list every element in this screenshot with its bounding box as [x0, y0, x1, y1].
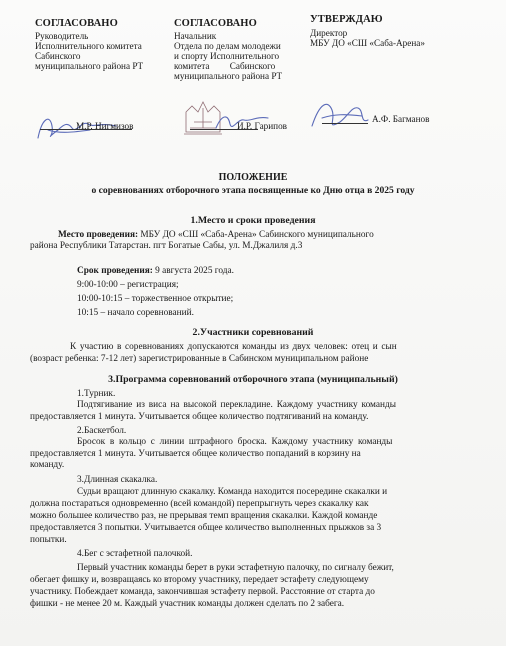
schedule-item: 10:15 – начало соревнований. [77, 308, 194, 318]
section-3-line: Первый участник команды берет в руки эстафетную палочку, по сигналу бежит, [77, 563, 394, 573]
approval-3-line: Директор [310, 28, 348, 38]
approval-3-line: МБУ ДО «СШ «Саба-Арена» [310, 38, 425, 48]
signature-2-name: И.Р. Гарипов [237, 121, 288, 131]
section-3-line: участнику. Побеждает команда, закончившая эстафету первой. Расстояние от старта до [30, 587, 375, 597]
place-text: МБУ ДО «СШ «Саба-Арена» Сабинского муниципального [138, 230, 374, 240]
section-3-line: Судьи вращают длинную скакалку. Команда находится посередине скакалки и [77, 487, 388, 497]
section-3-line: предоставляется 1 минута. Учитывается общее количество подтягиваний на команду. [30, 412, 369, 422]
section-3-line: 1.Турник. [77, 389, 116, 399]
section-3-line: 2.Баскетбол. [77, 426, 127, 436]
section-3-line: предоставляется 3 попытки. Учитывается общее количество выполненных прыжков за 3 [30, 523, 382, 533]
section-3-line: обегает фишку и, возвращаясь ко второму участнику, передает эстафету следующему [30, 575, 369, 585]
section-3-line: фишки - не менее 20 м. Каждый участник команды должен сделать по 2 забега. [30, 599, 345, 609]
approval-2-line: Начальник [174, 31, 217, 41]
section-3-line: 4.Бег с эстафетной палочкой. [77, 549, 193, 559]
document-subtitle: о соревнованиях отборочного этапа посвященные ко Дню отца в 2025 году [91, 185, 415, 196]
section-3-line: предоставляется 1 минута. Учитывается общее количество попаданий в корзину на [30, 449, 361, 459]
date-line [77, 266, 234, 277]
section-3-line: 3.Длинная скакалка. [77, 475, 158, 485]
section-3-line: можно большее количество раз, не прерывая темп вращения скакалки. Каждой команде [30, 511, 378, 521]
approval-2-line: и спорту Исполнительного [174, 51, 280, 61]
approval-1-heading: СОГЛАСОВАНО [35, 18, 118, 29]
approval-2-line: комитета Сабинского [174, 61, 276, 71]
approval-3-heading: УТВЕРЖДАЮ [310, 14, 383, 25]
section-2-line: К участию в соревнованиях допускаются команды из двух человек: отец и сын [70, 342, 397, 352]
signature-3-name: А.Ф. Багманов [372, 114, 430, 124]
approval-2-line: муниципального района РТ [174, 71, 283, 81]
place-line-2: района Республики Татарстан. пгт Богатые Сабы, ул. М.Джалиля д.3 [30, 241, 303, 251]
date-text: 9 августа 2025 года. [152, 266, 234, 276]
document-title: ПОЛОЖЕНИЕ [218, 172, 288, 183]
approval-1-line: Сабинского [35, 51, 81, 61]
section-2-line: (возраст ребенка: 7-12 лет) зарегистрированные в Сабинском муниципальном районе [30, 354, 369, 364]
section-3-line: попытки. [30, 535, 67, 545]
place-label: Место проведения: [58, 230, 139, 240]
approval-1-line: Исполнительного комитета [35, 41, 142, 51]
approval-1-line: Руководитель [35, 31, 89, 41]
section-3-heading: 3.Программа соревнований отборочного этапа (муниципальный) [108, 374, 398, 385]
signature-3-line [322, 123, 368, 124]
schedule-item: 10:00-10:15 – торжественное открытие; [77, 294, 234, 304]
section-3-line: Бросок в кольцо с линии штрафного броска. Каждому участнику команды [77, 437, 393, 447]
section-3-line: команду. [30, 460, 65, 470]
section-2-heading: 2.Участники соревнований [192, 327, 314, 338]
schedule-item: 9:00-10:00 – регистрация; [77, 280, 179, 290]
section-1-heading: 1.Место и сроки проведения [190, 215, 316, 226]
approval-2-line: Отдела по делам молодежи [174, 41, 281, 51]
date-label: Срок проведения: [77, 266, 153, 276]
signature-1-name: М.Р. Нигмизов [76, 121, 134, 131]
signature-3-scribble [306, 96, 370, 136]
section-3-line: должна постараться одновременно (всей командой) перепрыгнуть через скакалку как [30, 499, 369, 509]
section-3-line: Подтягивание из виса на высокой перекладине. Каждому участнику команды [77, 400, 396, 410]
place-line [58, 230, 374, 241]
approval-1-line: муниципального района РТ [35, 61, 144, 71]
approval-2-heading: СОГЛАСОВАНО [174, 18, 257, 29]
